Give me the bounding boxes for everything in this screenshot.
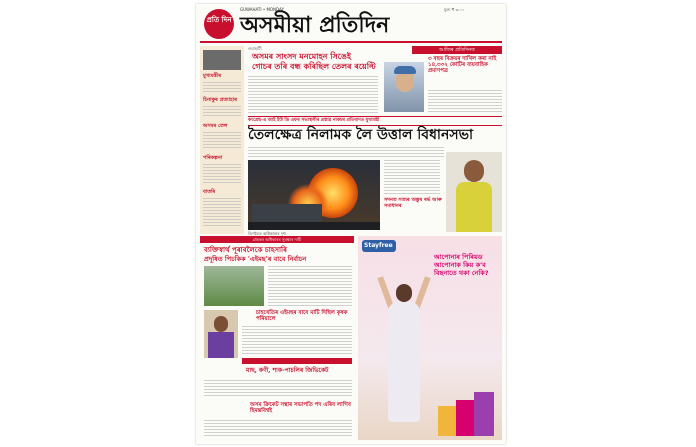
section2-box-banner [242, 358, 352, 364]
masthead-date: GUWAHATI • MONDAY [240, 7, 284, 12]
masthead-logo-text: প্ৰতি দিন [206, 16, 232, 24]
politician-photo [446, 152, 502, 232]
right-promo-headline: ৩ বছৰ বিক্ৰয়ৰ দাখিল কৰা নাই ১৪,৩৩২ কোটিৰ ব্যয়বাহিক প্ৰমাণপত্ৰ [428, 56, 497, 75]
masthead-logo [204, 9, 234, 39]
lead-photo-caption: ডিগবৈত অগ্নিকাণ্ডৰ দৃশ্য [248, 231, 287, 236]
section2-box-headline: মাছ, কণী, শাক-পাচলিৰ জিভিকেট [246, 367, 329, 374]
sidebar-portrait [204, 310, 238, 358]
ad-panel [358, 236, 502, 440]
right-promo-photo [384, 62, 424, 112]
left-column-item: পৰিকল্পনা [203, 155, 223, 161]
top-story-body [248, 76, 378, 114]
top-story-kicker: গুৱাহাটী [248, 46, 262, 51]
lead-photo [248, 160, 380, 230]
left-column-photo [203, 50, 241, 70]
section2-sub-headline: চাহখেতিৰ এইমছৰ বাবে মাটি দিছিল কৃষক পৰিয়ালে [256, 310, 348, 323]
right-promo-banner: আজিৰ প্ৰতিদিনত [412, 46, 502, 54]
ad-brand: Stayfree [364, 242, 393, 249]
ad-headline: আপোনাৰ পিৰিয়ড আপোনাক কিয় ক'ব বিছনাতে থকা নেকি? [434, 253, 489, 277]
section2-headline-line1: ব্যক্তিস্বাৰ্থ পূৰাবলৈকে চাহসাৰি [204, 245, 287, 254]
red-strip: কংগ্ৰেছ-এ আই ইউ ডি এফৰ সভাস্থলীৰ প্ৰস্তাৱ নাকচৰ প্ৰতিবাদত মুখ্যমন্ত্ৰী [248, 116, 502, 126]
newspaper-page [196, 4, 506, 444]
left-column [200, 46, 244, 234]
lead-headline: তৈলক্ষেত্ৰ নিলামক লৈ উত্তাল বিধানসভা [248, 127, 474, 143]
section2-header: গ্ৰাহকৰ অধিকাৰৰ সুৰক্ষাৰ দাবী [200, 236, 354, 243]
ad-woman-figure [376, 276, 432, 426]
section2-bottom-headline: অসম ক্ৰিকেট সন্থাৰ সভাপতি পদ এৰিব লাগিব হিমন্তবিশ্বই [250, 402, 351, 415]
lead-side-story: সদনত সত্যৰ অস্তুৰ ৰৰ্দ্ধ আৰু সমাধানৰ [384, 197, 442, 209]
left-column-item: অসমৰ তেল [203, 123, 228, 129]
top-story-headline-line1: অসমৰ সাংসদ মনমোহন সিঙেই [252, 51, 352, 61]
left-column-item: মুখ্যমন্ত্ৰীৰ [203, 73, 222, 79]
masthead-price: মূল্য ₹ ৩.০০ [444, 7, 465, 12]
field-photo [204, 266, 264, 306]
top-story-headline-line2: গোচৰ তৰি বন্ধ কৰিছিল তেলৰ ৰয়েল্টি [252, 61, 376, 71]
ad-product-stack [438, 392, 496, 436]
masthead-rule [200, 41, 502, 43]
left-column-item: বাতৰি [203, 189, 216, 195]
left-column-item: চিনাকুৰ প্ৰত্যাহাৰ [203, 97, 237, 103]
section2-headline-line2: প্ৰদূষিত পিচকিক 'এইমছ'ৰ বাবে নিৰ্বাচন [204, 255, 307, 263]
masthead-title: অসমীয়া প্ৰতিদিন [240, 12, 390, 38]
